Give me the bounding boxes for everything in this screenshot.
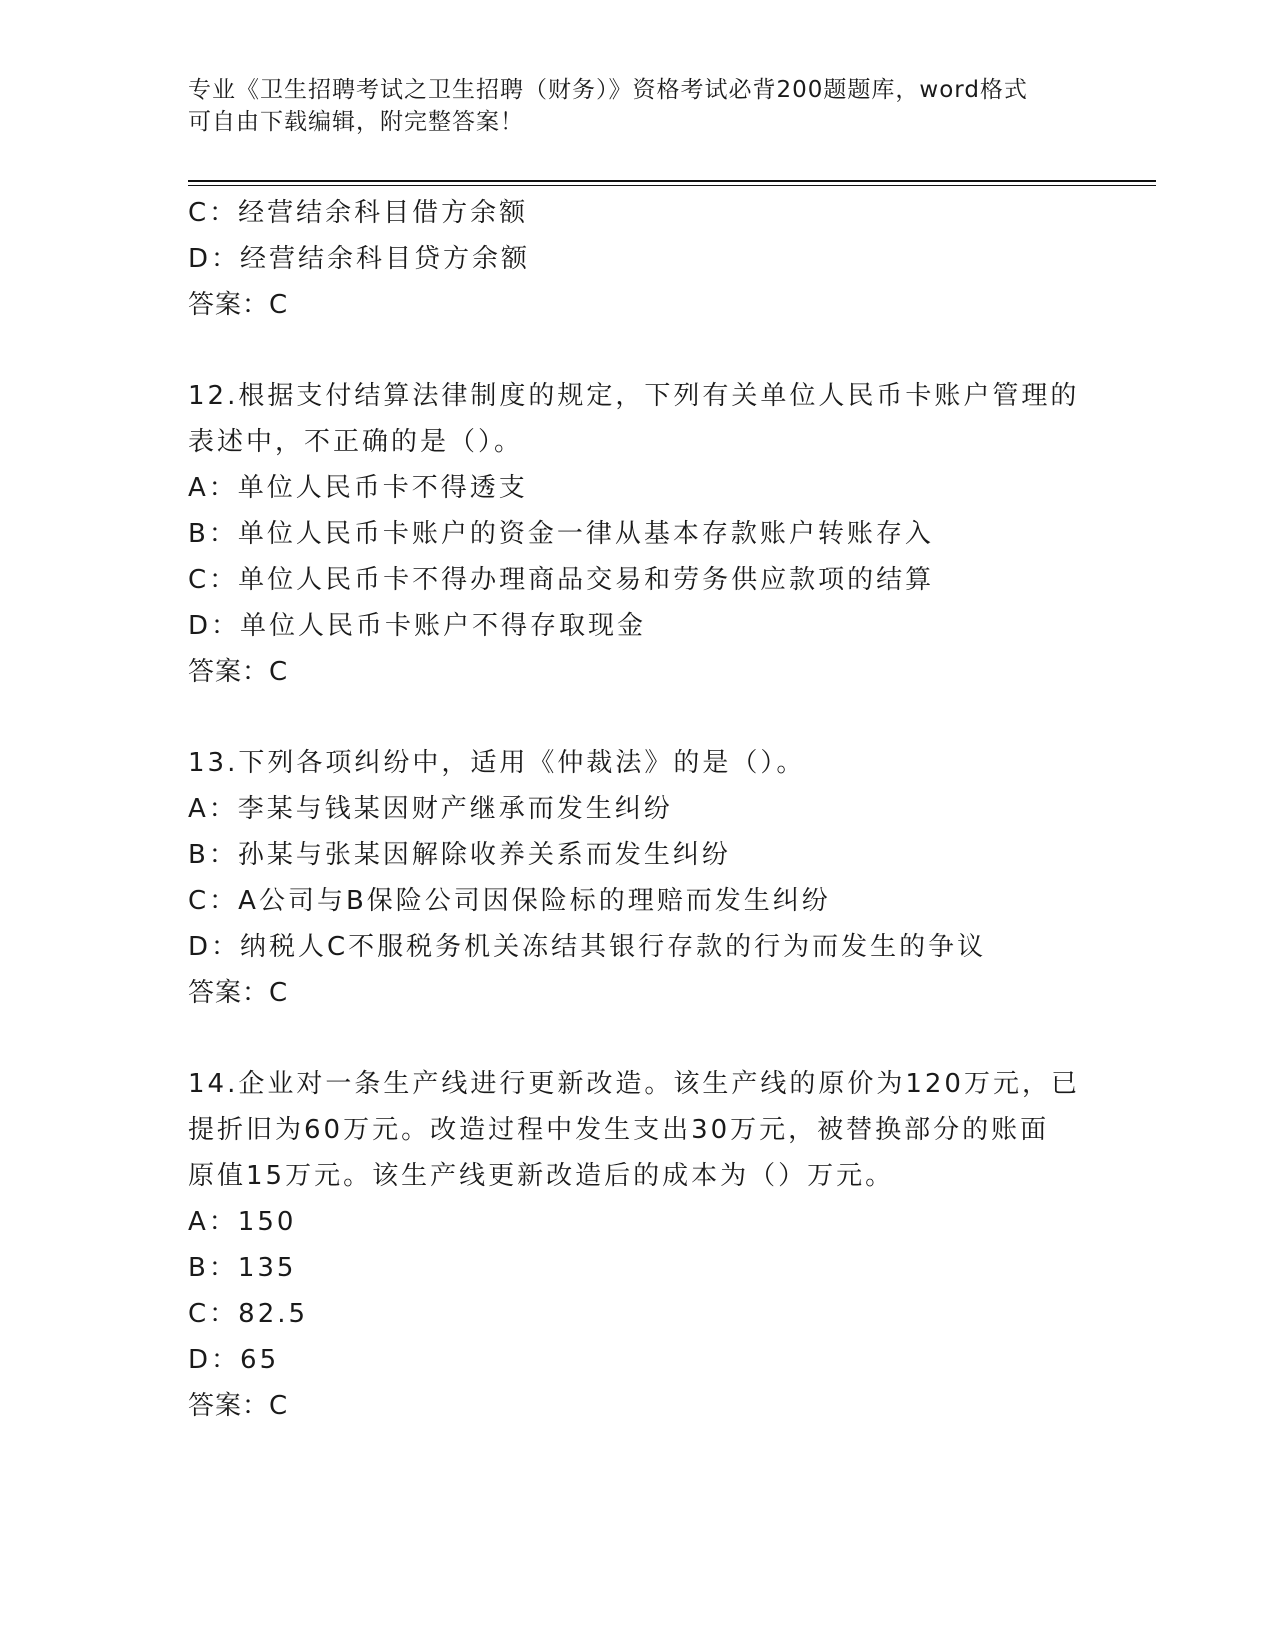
- option-c: C：单位人民币卡不得办理商品交易和劳务供应款项的结算: [188, 565, 935, 595]
- option-d: D：纳税人C不服税务机关冻结其银行存款的行为而发生的争议: [188, 932, 987, 962]
- option-c: C：82.5: [188, 1299, 309, 1329]
- option-b: B：孙某与张某因解除收养关系而发生纠纷: [188, 840, 731, 870]
- question-14: [188, 1061, 1088, 1429]
- option-d: D：单位人民币卡账户不得存取现金: [188, 611, 647, 641]
- question-stem-line: 14.企业对一条生产线进行更新改造。该生产线的原价为120万元，已: [188, 1069, 1080, 1099]
- header-divider-thin: [188, 185, 1156, 186]
- option-d: D：65: [188, 1345, 280, 1375]
- question-13: [188, 740, 1088, 1016]
- option-a: A：单位人民币卡不得透支: [188, 473, 528, 503]
- question-stem-line: 表述中，不正确的是（）。: [188, 427, 524, 457]
- spacer: [188, 328, 1088, 373]
- question-stem-line: 提折旧为60万元。改造过程中发生支出30万元，被替换部分的账面: [188, 1115, 1050, 1145]
- question-stem-line: 原值15万元。该生产线更新改造后的成本为（）万元。: [188, 1161, 895, 1191]
- spacer: [188, 695, 1088, 740]
- question-content: [188, 190, 1088, 1429]
- option-b: B：单位人民币卡账户的资金一律从基本存款账户转账存入: [188, 519, 934, 549]
- answer-line: 答案：C: [188, 657, 289, 687]
- spacer: [188, 1016, 1088, 1061]
- option-a: A：李某与钱某因财产继承而发生纠纷: [188, 794, 673, 824]
- answer-line: 答案：C: [188, 1391, 289, 1421]
- answer-line: 答案：C: [188, 290, 289, 320]
- answer-line: 答案：C: [188, 978, 289, 1008]
- header-line-2: 可自由下载编辑，附完整答案！: [188, 109, 524, 135]
- option-d: D：经营结余科目贷方余额: [188, 244, 531, 274]
- header-line-1: 专业《卫生招聘考试之卫生招聘（财务）》资格考试必背200题题库，word格式: [188, 77, 1028, 103]
- header-divider-thick: [188, 180, 1156, 182]
- question-12: [188, 373, 1088, 695]
- question-stem-line: 12.根据支付结算法律制度的规定，下列有关单位人民币卡账户管理的: [188, 381, 1080, 411]
- option-c: C：经营结余科目借方余额: [188, 198, 529, 228]
- option-b: B：135: [188, 1253, 297, 1283]
- document-header: [188, 74, 1068, 138]
- option-a: A：150: [188, 1207, 297, 1237]
- option-c: C：A公司与B保险公司因保险标的理赔而发生纠纷: [188, 886, 831, 916]
- question-stem-line: 13.下列各项纠纷中，适用《仲裁法》的是（）。: [188, 748, 806, 778]
